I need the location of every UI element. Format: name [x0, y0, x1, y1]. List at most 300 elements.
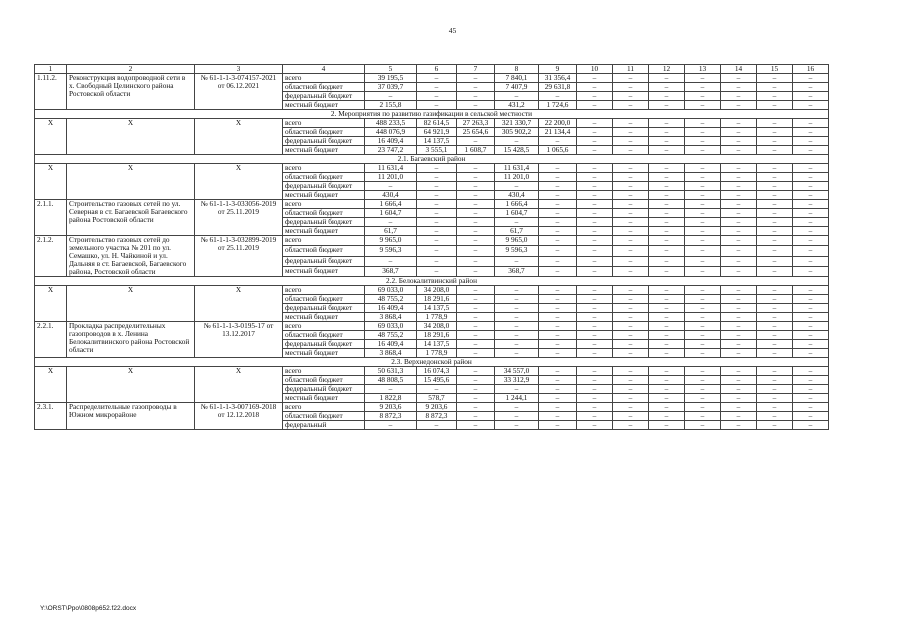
section-row — [35, 110, 829, 119]
column-number: 14 — [721, 65, 757, 74]
amount-cell: – — [721, 92, 757, 101]
amount-cell: 37 039,7 — [365, 83, 417, 92]
amount-cell: – — [685, 182, 721, 191]
amount-cell: – — [685, 191, 721, 200]
amount-cell: – — [457, 182, 495, 191]
amount-cell: – — [613, 227, 649, 236]
amount-cell: – — [577, 313, 613, 322]
amount-cell: – — [613, 403, 649, 412]
amount-cell: – — [649, 385, 685, 394]
amount-cell: – — [685, 256, 721, 266]
amount-cell: – — [495, 349, 539, 358]
amount-cell: – — [685, 92, 721, 101]
funding-source: местный бюджет — [283, 146, 365, 155]
amount-cell: – — [757, 191, 793, 200]
amount-cell: – — [793, 218, 829, 227]
item-number: Х — [35, 286, 67, 322]
amount-cell: – — [649, 286, 685, 295]
amount-cell: 430,4 — [495, 191, 539, 200]
item-name: Распределительные газопроводы в Южном микрорайоне — [67, 403, 195, 430]
section-row — [35, 358, 829, 367]
amount-cell: 368,7 — [495, 266, 539, 276]
amount-cell: – — [577, 340, 613, 349]
amount-cell: – — [577, 200, 613, 209]
amount-cell: – — [495, 331, 539, 340]
amount-cell: – — [577, 286, 613, 295]
amount-cell: – — [649, 394, 685, 403]
funding-source: областной бюджет — [283, 412, 365, 421]
item-document: Х — [195, 367, 283, 403]
amount-cell: – — [721, 266, 757, 276]
amount-cell: 8 872,3 — [365, 412, 417, 421]
amount-cell: – — [539, 349, 577, 358]
amount-cell: 18 291,6 — [417, 331, 457, 340]
amount-cell: – — [417, 164, 457, 173]
amount-cell: 1 778,9 — [417, 349, 457, 358]
amount-cell: – — [577, 164, 613, 173]
amount-cell: – — [457, 412, 495, 421]
amount-cell: 16 074,3 — [417, 367, 457, 376]
amount-cell: – — [757, 349, 793, 358]
amount-cell: – — [613, 92, 649, 101]
funding-source: областной бюджет — [283, 128, 365, 137]
funding-source: областной бюджет — [283, 295, 365, 304]
amount-cell: – — [457, 367, 495, 376]
funding-source: местный бюджет — [283, 394, 365, 403]
funding-source: местный бюджет — [283, 349, 365, 358]
funding-source: всего — [283, 322, 365, 331]
funding-source: всего — [283, 119, 365, 128]
item-name: Х — [67, 367, 195, 403]
amount-cell: 431,2 — [495, 101, 539, 110]
amount-cell: – — [539, 331, 577, 340]
amount-cell: – — [457, 286, 495, 295]
amount-cell: – — [365, 256, 417, 266]
funding-source: всего — [283, 286, 365, 295]
amount-cell: – — [417, 83, 457, 92]
amount-cell: – — [539, 209, 577, 218]
amount-cell: – — [685, 137, 721, 146]
amount-cell: 9 203,6 — [365, 403, 417, 412]
amount-cell: – — [577, 101, 613, 110]
amount-cell: – — [457, 92, 495, 101]
amount-cell: 39 195,5 — [365, 74, 417, 83]
amount-cell: – — [757, 385, 793, 394]
amount-cell: – — [757, 227, 793, 236]
amount-cell: – — [685, 200, 721, 209]
amount-cell: – — [577, 376, 613, 385]
amount-cell: – — [613, 367, 649, 376]
amount-cell: – — [577, 385, 613, 394]
amount-cell: – — [649, 83, 685, 92]
amount-cell: – — [721, 304, 757, 313]
amount-cell: – — [539, 173, 577, 182]
funding-source: федеральный бюджет — [283, 256, 365, 266]
amount-cell: – — [365, 218, 417, 227]
amount-cell: – — [495, 340, 539, 349]
amount-cell: – — [757, 412, 793, 421]
amount-cell: – — [495, 385, 539, 394]
amount-cell: 9 596,3 — [495, 246, 539, 256]
amount-cell: – — [457, 227, 495, 236]
amount-cell: – — [457, 421, 495, 430]
amount-cell: – — [685, 376, 721, 385]
amount-cell: – — [613, 164, 649, 173]
amount-cell: 25 654,6 — [457, 128, 495, 137]
amount-cell: – — [495, 286, 539, 295]
funding-source: местный бюджет — [283, 101, 365, 110]
amount-cell: – — [613, 313, 649, 322]
amount-cell: – — [365, 92, 417, 101]
funding-source: федеральный бюджет — [283, 340, 365, 349]
amount-cell: – — [793, 92, 829, 101]
item-number: Х — [35, 164, 67, 200]
amount-cell: 9 965,0 — [495, 236, 539, 246]
amount-cell: – — [539, 394, 577, 403]
amount-cell: – — [685, 331, 721, 340]
amount-cell: – — [417, 182, 457, 191]
amount-cell: – — [793, 412, 829, 421]
item-document: № 61-1-1-3-033056-2019 от 25.11.2019 — [195, 200, 283, 236]
funding-source: областной бюджет — [283, 376, 365, 385]
amount-cell: 305 902,2 — [495, 128, 539, 137]
amount-cell: 9 965,0 — [365, 236, 417, 246]
amount-cell: 21 134,4 — [539, 128, 577, 137]
amount-cell: – — [793, 83, 829, 92]
amount-cell: – — [649, 137, 685, 146]
amount-cell: – — [539, 227, 577, 236]
amount-cell: – — [457, 83, 495, 92]
amount-cell: – — [365, 385, 417, 394]
amount-cell: – — [793, 236, 829, 246]
amount-cell: – — [721, 164, 757, 173]
amount-cell: – — [757, 137, 793, 146]
amount-cell: – — [649, 218, 685, 227]
amount-cell: – — [721, 191, 757, 200]
amount-cell: – — [577, 331, 613, 340]
funding-source: федеральный бюджет — [283, 92, 365, 101]
amount-cell: – — [721, 146, 757, 155]
amount-cell: 48 755,2 — [365, 331, 417, 340]
amount-cell: – — [721, 209, 757, 218]
funding-source: областной бюджет — [283, 173, 365, 182]
amount-cell: – — [417, 421, 457, 430]
amount-cell: – — [539, 200, 577, 209]
amount-cell: – — [539, 256, 577, 266]
amount-cell: – — [365, 182, 417, 191]
amount-cell: – — [577, 74, 613, 83]
table-row — [35, 322, 829, 331]
amount-cell: – — [539, 322, 577, 331]
item-document: Х — [195, 286, 283, 322]
amount-cell: – — [577, 173, 613, 182]
amount-cell: 82 614,5 — [417, 119, 457, 128]
amount-cell: 9 203,6 — [417, 403, 457, 412]
amount-cell: – — [721, 218, 757, 227]
funding-source: всего — [283, 403, 365, 412]
amount-cell: – — [577, 227, 613, 236]
amount-cell: – — [649, 403, 685, 412]
amount-cell: 1 244,1 — [495, 394, 539, 403]
funding-source: местный бюджет — [283, 313, 365, 322]
amount-cell: – — [457, 218, 495, 227]
amount-cell: – — [613, 421, 649, 430]
amount-cell: – — [721, 367, 757, 376]
column-number: 16 — [793, 65, 829, 74]
amount-cell: – — [457, 246, 495, 256]
amount-cell: – — [577, 146, 613, 155]
amount-cell: 578,7 — [417, 394, 457, 403]
item-name: Строительство газовых сетей по ул. Северная в ст. Багаевской Багаевского района Ростовской области — [67, 200, 195, 236]
amount-cell: – — [793, 164, 829, 173]
amount-cell: – — [577, 367, 613, 376]
amount-cell: 61,7 — [365, 227, 417, 236]
amount-cell: – — [365, 421, 417, 430]
amount-cell: – — [417, 385, 457, 394]
amount-cell: – — [685, 101, 721, 110]
amount-cell: – — [417, 256, 457, 266]
amount-cell: – — [793, 403, 829, 412]
amount-cell: – — [539, 340, 577, 349]
amount-cell: – — [649, 295, 685, 304]
amount-cell: – — [613, 331, 649, 340]
item-name: Х — [67, 286, 195, 322]
amount-cell: – — [685, 313, 721, 322]
column-number: 11 — [613, 65, 649, 74]
amount-cell: 488 233,5 — [365, 119, 417, 128]
amount-cell: – — [495, 421, 539, 430]
amount-cell: – — [495, 295, 539, 304]
amount-cell: – — [613, 394, 649, 403]
amount-cell: – — [649, 200, 685, 209]
amount-cell: – — [577, 191, 613, 200]
amount-cell: 14 137,5 — [417, 137, 457, 146]
amount-cell: – — [577, 394, 613, 403]
amount-cell: – — [539, 385, 577, 394]
table-row — [35, 403, 829, 412]
amount-cell: – — [793, 286, 829, 295]
amount-cell: – — [539, 286, 577, 295]
amount-cell: – — [457, 313, 495, 322]
amount-cell: – — [539, 137, 577, 146]
amount-cell: – — [417, 74, 457, 83]
amount-cell: – — [577, 119, 613, 128]
amount-cell: – — [577, 209, 613, 218]
amount-cell: – — [577, 403, 613, 412]
amount-cell: – — [757, 236, 793, 246]
amount-cell: 23 747,2 — [365, 146, 417, 155]
amount-cell: – — [539, 421, 577, 430]
amount-cell: – — [793, 421, 829, 430]
amount-cell: 11 631,4 — [495, 164, 539, 173]
amount-cell: – — [757, 340, 793, 349]
amount-cell: – — [793, 295, 829, 304]
amount-cell: – — [613, 266, 649, 276]
amount-cell: – — [577, 218, 613, 227]
amount-cell: 34 557,0 — [495, 367, 539, 376]
amount-cell: – — [721, 200, 757, 209]
amount-cell: – — [757, 101, 793, 110]
amount-cell: 31 356,4 — [539, 74, 577, 83]
amount-cell: – — [685, 349, 721, 358]
amount-cell: – — [649, 128, 685, 137]
amount-cell: – — [613, 74, 649, 83]
amount-cell: – — [793, 246, 829, 256]
amount-cell: 22 200,0 — [539, 119, 577, 128]
amount-cell: – — [793, 209, 829, 218]
item-number: 2.2.1. — [35, 322, 67, 358]
amount-cell: – — [685, 227, 721, 236]
amount-cell: – — [613, 304, 649, 313]
amount-cell: – — [417, 191, 457, 200]
amount-cell: – — [793, 137, 829, 146]
amount-cell: 11 631,4 — [365, 164, 417, 173]
amount-cell: 2 155,8 — [365, 101, 417, 110]
amount-cell: 48 755,2 — [365, 295, 417, 304]
column-number: 7 — [457, 65, 495, 74]
amount-cell: – — [649, 322, 685, 331]
amount-cell: – — [613, 137, 649, 146]
amount-cell: – — [685, 367, 721, 376]
amount-cell: – — [539, 218, 577, 227]
amount-cell: 15 495,6 — [417, 376, 457, 385]
amount-cell: – — [757, 128, 793, 137]
amount-cell: – — [721, 236, 757, 246]
amount-cell: – — [457, 200, 495, 209]
amount-cell: 64 921,9 — [417, 128, 457, 137]
amount-cell: – — [457, 137, 495, 146]
amount-cell: – — [793, 367, 829, 376]
amount-cell: – — [577, 412, 613, 421]
amount-cell: – — [649, 101, 685, 110]
amount-cell: – — [793, 74, 829, 83]
amount-cell: – — [613, 200, 649, 209]
amount-cell: – — [757, 394, 793, 403]
amount-cell: – — [793, 340, 829, 349]
page-number: 45 — [448, 26, 457, 35]
column-number: 13 — [685, 65, 721, 74]
amount-cell: – — [685, 128, 721, 137]
amount-cell: – — [457, 74, 495, 83]
amount-cell: – — [417, 266, 457, 276]
amount-cell: – — [649, 209, 685, 218]
amount-cell: – — [793, 385, 829, 394]
amount-cell: – — [649, 340, 685, 349]
amount-cell: 33 312,9 — [495, 376, 539, 385]
amount-cell: – — [757, 182, 793, 191]
amount-cell: – — [649, 313, 685, 322]
amount-cell: – — [649, 74, 685, 83]
amount-cell: – — [417, 173, 457, 182]
amount-cell: – — [577, 304, 613, 313]
amount-cell: – — [539, 412, 577, 421]
column-number: 8 — [495, 65, 539, 74]
amount-cell: – — [417, 209, 457, 218]
table-row — [35, 74, 829, 83]
amount-cell: – — [457, 340, 495, 349]
table-row — [35, 367, 829, 376]
amount-cell: – — [685, 119, 721, 128]
amount-cell: – — [721, 313, 757, 322]
amount-cell: – — [649, 164, 685, 173]
amount-cell: 50 631,3 — [365, 367, 417, 376]
amount-cell: – — [613, 218, 649, 227]
amount-cell: 3 868,4 — [365, 349, 417, 358]
amount-cell: – — [495, 322, 539, 331]
amount-cell: – — [793, 313, 829, 322]
amount-cell: – — [539, 367, 577, 376]
amount-cell: – — [721, 119, 757, 128]
footer-file-path: Y:\ORST\Ppo\0808p652.f22.docx — [40, 605, 137, 612]
amount-cell: – — [793, 200, 829, 209]
amount-cell: – — [757, 286, 793, 295]
amount-cell: – — [457, 403, 495, 412]
amount-cell: – — [685, 83, 721, 92]
amount-cell: – — [721, 101, 757, 110]
amount-cell: 1 604,7 — [365, 209, 417, 218]
funding-source: областной бюджет — [283, 331, 365, 340]
item-document: № 61-1-1-3-0195-17 от 13.12.2017 — [195, 322, 283, 358]
amount-cell: – — [613, 146, 649, 155]
amount-cell: – — [685, 286, 721, 295]
amount-cell: – — [757, 209, 793, 218]
amount-cell: – — [721, 331, 757, 340]
amount-cell: – — [721, 137, 757, 146]
amount-cell: – — [495, 256, 539, 266]
amount-cell: – — [457, 173, 495, 182]
amount-cell: – — [793, 376, 829, 385]
amount-cell: – — [757, 218, 793, 227]
amount-cell: – — [649, 182, 685, 191]
amount-cell: – — [649, 367, 685, 376]
amount-cell: 16 409,4 — [365, 340, 417, 349]
column-number: 6 — [417, 65, 457, 74]
column-number: 10 — [577, 65, 613, 74]
amount-cell: 29 631,8 — [539, 83, 577, 92]
amount-cell: – — [577, 349, 613, 358]
amount-cell: – — [649, 349, 685, 358]
amount-cell: – — [613, 256, 649, 266]
amount-cell: 11 201,0 — [495, 173, 539, 182]
amount-cell: 430,4 — [365, 191, 417, 200]
amount-cell: – — [613, 376, 649, 385]
funding-source: федеральный бюджет — [283, 137, 365, 146]
amount-cell: 3 555,1 — [417, 146, 457, 155]
funding-source: областной бюджет — [283, 83, 365, 92]
amount-cell: – — [539, 266, 577, 276]
item-name: Прокладка распределительных газопроводов в х. Ленина Белокалитвинского района Ростовской области — [67, 322, 195, 358]
amount-cell: – — [539, 403, 577, 412]
amount-cell: – — [457, 266, 495, 276]
funding-source: федеральный — [283, 421, 365, 430]
amount-cell: 9 596,3 — [365, 246, 417, 256]
item-name: Строительство газовых сетей до земельного участка № 201 по ул. Семашко, ул. Н. Чайкиной и ул. Дальняя в ст. Багаевской, Багаевского района, Ростовской области — [67, 236, 195, 277]
amount-cell: 7 407,9 — [495, 83, 539, 92]
amount-cell: – — [495, 92, 539, 101]
header-row — [35, 65, 829, 74]
amount-cell: – — [721, 256, 757, 266]
amount-cell: – — [757, 266, 793, 276]
amount-cell: – — [793, 266, 829, 276]
amount-cell: 14 137,5 — [417, 340, 457, 349]
amount-cell: – — [721, 173, 757, 182]
amount-cell: – — [649, 119, 685, 128]
item-document: Х — [195, 119, 283, 155]
item-number: Х — [35, 367, 67, 403]
amount-cell: – — [721, 376, 757, 385]
amount-cell: – — [457, 322, 495, 331]
funding-source: местный бюджет — [283, 266, 365, 276]
